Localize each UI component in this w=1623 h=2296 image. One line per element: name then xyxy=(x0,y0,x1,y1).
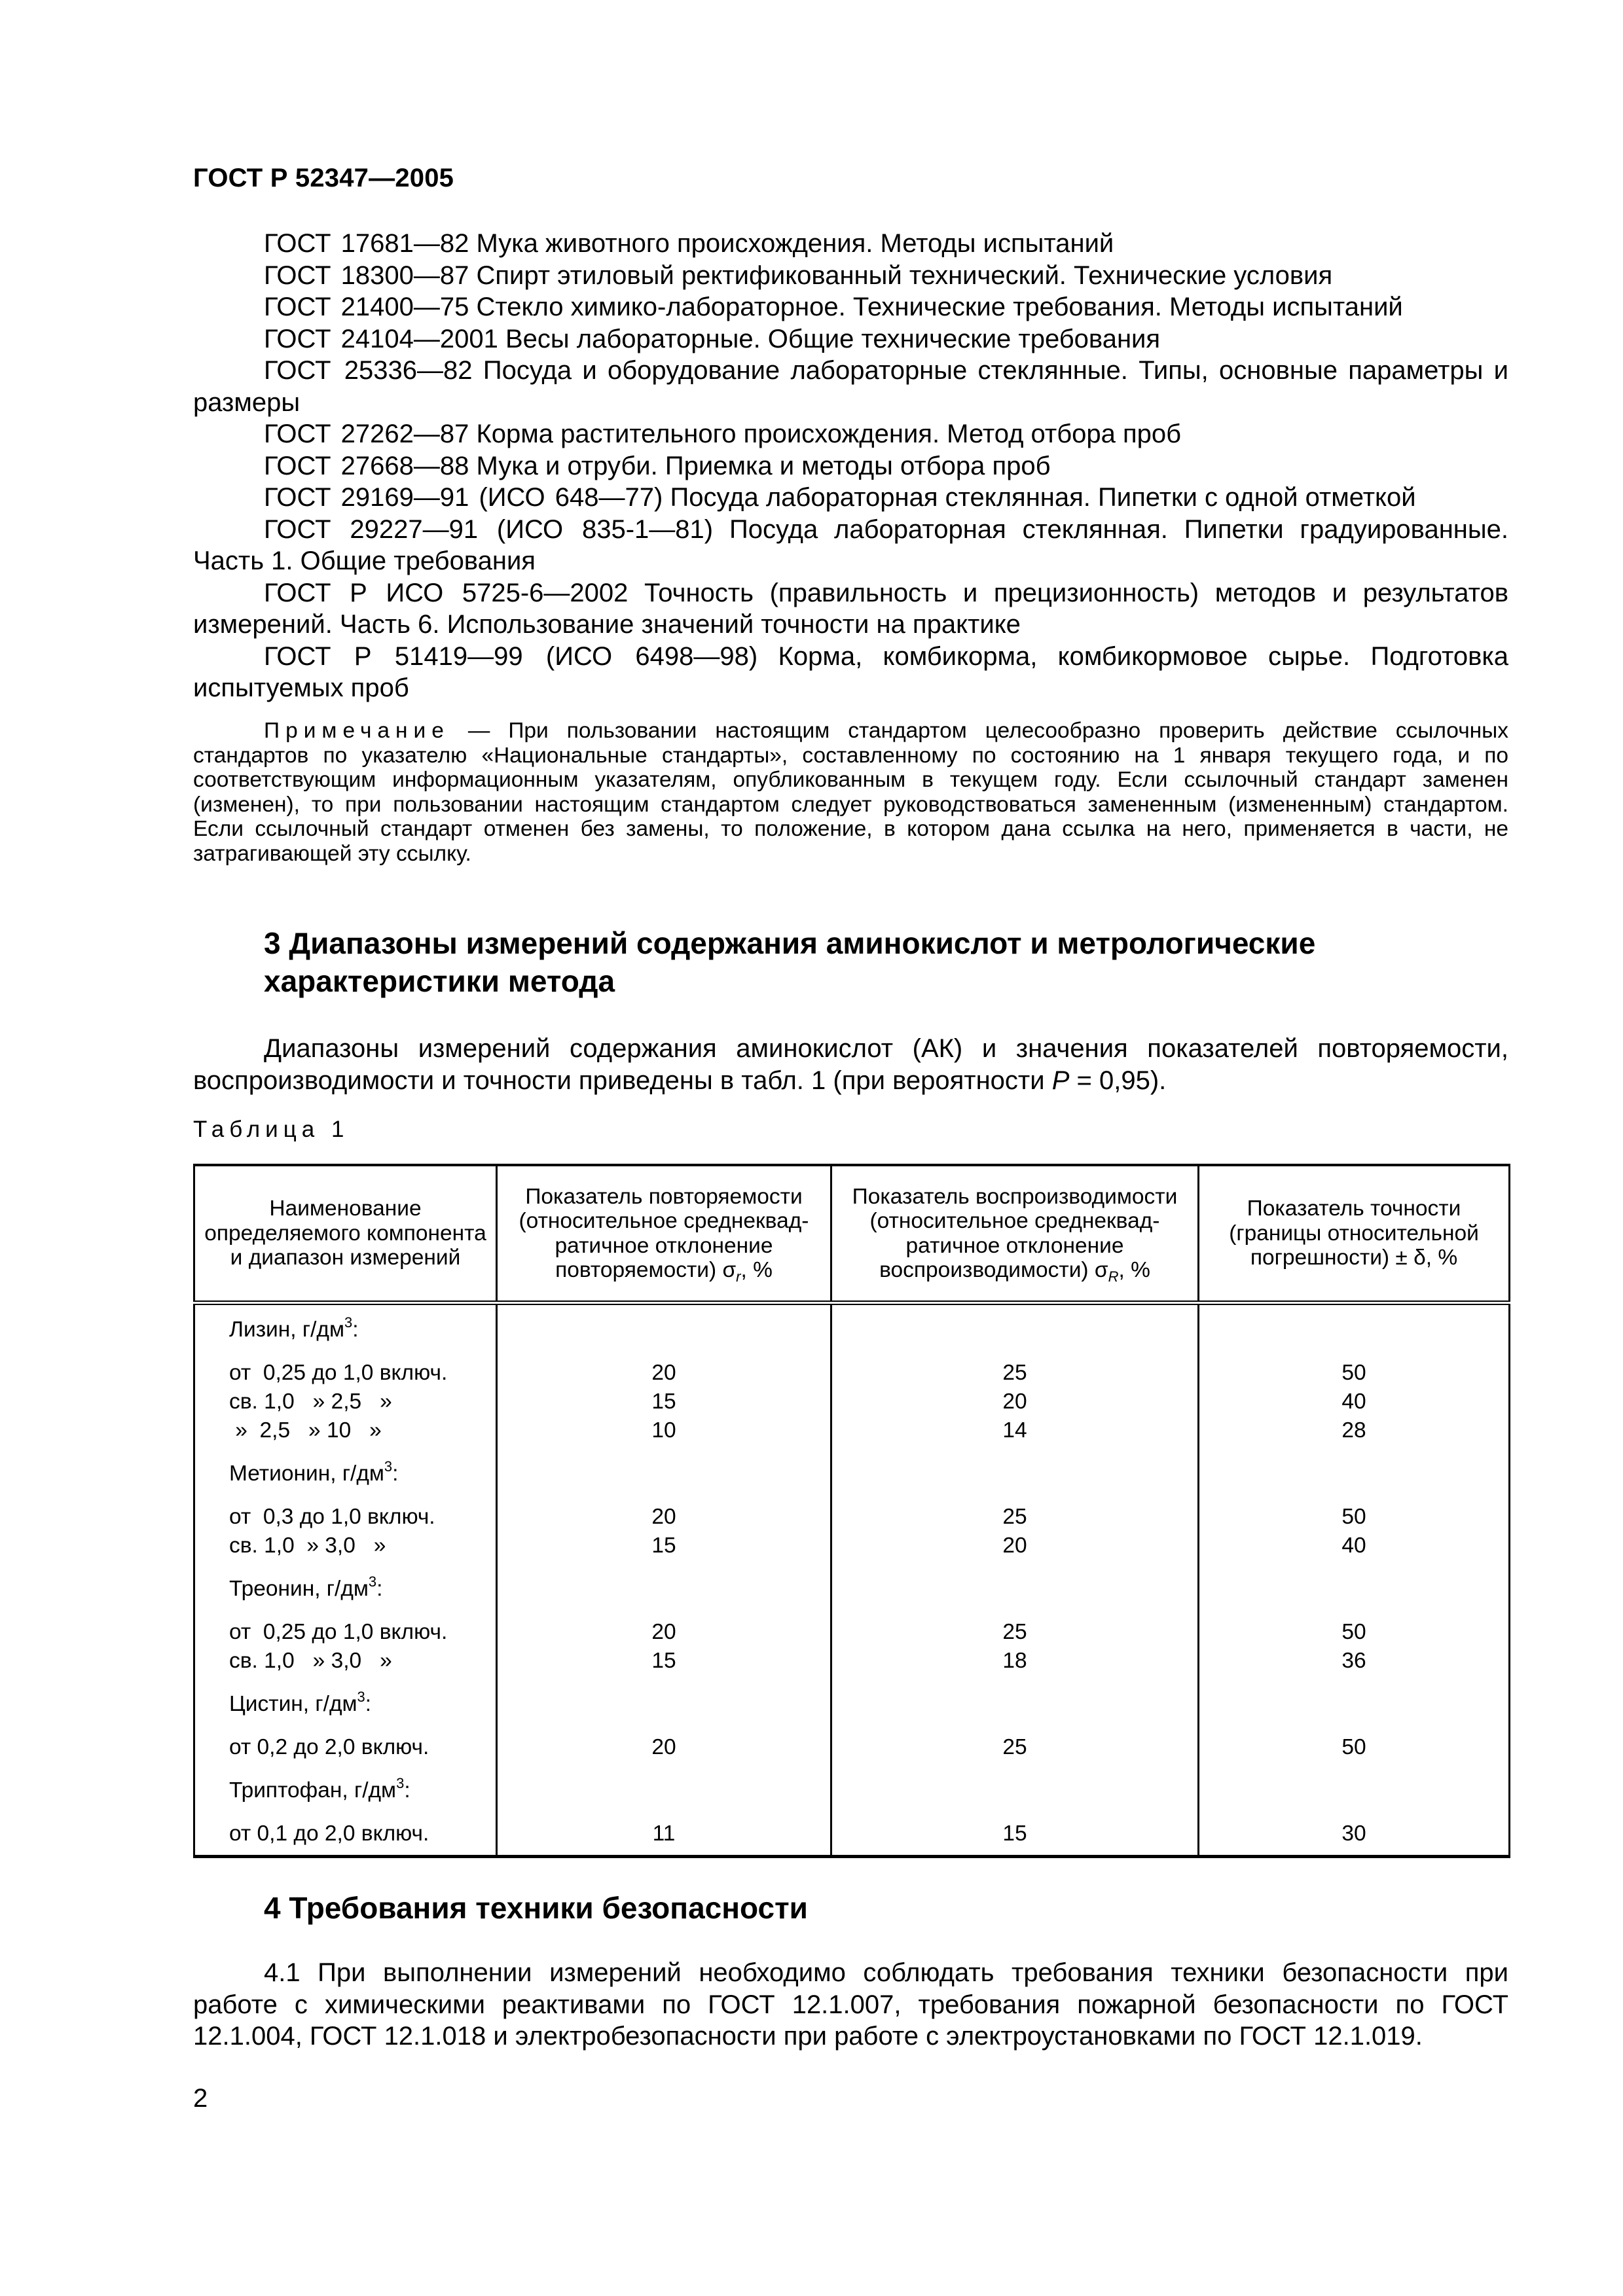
repeatability-value: 11 xyxy=(652,1821,676,1846)
reference-code: ГОСТ Р 51419—99 (ИСО 6498—98) xyxy=(264,641,758,671)
reference-code: ГОСТ 29169—91 (ИСО 648—77) xyxy=(264,483,663,512)
table-header-row xyxy=(194,1165,1510,1303)
reproducibility-value: 25 xyxy=(1002,1361,1027,1385)
component-tryptophan: Триптофан, $г/дм^3$: xyxy=(229,1775,410,1803)
intro-text-tail: = 0,95). xyxy=(1069,1066,1167,1095)
header-repeatability xyxy=(497,1165,831,1303)
component-label: Триптофан, г/дм xyxy=(229,1778,397,1803)
component-label: Лизин, г/дм xyxy=(229,1318,344,1342)
reference-code: ГОСТ 27668—88 xyxy=(264,451,469,480)
normative-references-list xyxy=(193,228,1508,704)
section-3-intro xyxy=(193,1033,1508,1096)
range-cell: » 2,5 » 10 » xyxy=(229,1418,382,1443)
table-1 xyxy=(193,1164,1508,1858)
reproducibility-value: 18 xyxy=(1002,1649,1027,1673)
document-page xyxy=(193,0,1508,2296)
repeatability-column xyxy=(497,1303,831,1857)
header-repeatability-unit: , % xyxy=(740,1258,773,1282)
intro-text: Диапазоны измерений содержания аминокислот (АК) и значения показателей повторяемости, воспроизводимости и точности приведены в табл. 1 (при вероятности xyxy=(193,1034,1508,1095)
note-dash: — xyxy=(449,719,509,743)
component-methionine: Метионин, $г/дм^3$: xyxy=(229,1458,399,1486)
reference-code: ГОСТ 27262—87 xyxy=(264,420,469,448)
range-cell: от 0,2 до 2,0 включ. xyxy=(229,1735,429,1759)
repeatability-value: 15 xyxy=(651,1649,676,1673)
note-label: Примечание xyxy=(264,719,450,743)
reference-code: ГОСТ 18300—87 xyxy=(264,260,469,290)
reference-title: Спирт этиловый ректификованный технический. Технические условия xyxy=(476,260,1333,290)
reference-title: Корма растительного происхождения. Метод отбора проб xyxy=(476,420,1182,448)
repeatability-value: 20 xyxy=(651,1735,676,1759)
unit-superscript: 3 xyxy=(384,1458,393,1475)
range-cell: св. 1,0 » 3,0 » xyxy=(229,1649,392,1673)
reference-code: ГОСТ 17681—82 xyxy=(264,229,469,258)
component-label: Треонин, г/дм xyxy=(229,1577,369,1601)
note-paragraph xyxy=(193,719,1508,866)
reference-item xyxy=(193,641,1508,704)
reference-item xyxy=(193,514,1508,577)
reproducibility-value: 15 xyxy=(1002,1821,1027,1846)
component-label: Цистин, г/дм xyxy=(229,1692,357,1716)
table-caption: Таблица 1 xyxy=(193,1117,350,1142)
reproducibility-value: 25 xyxy=(1002,1735,1027,1759)
table-body-row xyxy=(194,1303,1510,1857)
metrology-table xyxy=(193,1164,1510,1858)
accuracy-value: 50 xyxy=(1341,1361,1366,1385)
accuracy-value: 30 xyxy=(1341,1821,1366,1846)
header-reproducibility-text: Показатель воспроизводимости (относительное среднеквад-ратичное отклонение воспроизводимости) σ xyxy=(852,1184,1178,1282)
reference-code: ГОСТ 21400—75 xyxy=(264,293,469,321)
reference-code: ГОСТ 29227—91 (ИСО 835-1—81) xyxy=(264,514,714,544)
unit-superscript: 3 xyxy=(357,1689,365,1705)
accuracy-value: 50 xyxy=(1341,1735,1366,1759)
range-cell: св. 1,0 » 2,5 » xyxy=(229,1390,392,1414)
header-reproducibility xyxy=(831,1165,1199,1303)
repeatability-value: 15 xyxy=(651,1534,676,1558)
range-cell: от 0,3 до 1,0 включ. xyxy=(229,1505,435,1529)
accuracy-value: 40 xyxy=(1341,1390,1366,1414)
reproducibility-column xyxy=(831,1303,1199,1857)
component-cystine: Цистин, $г/дм^3$: xyxy=(229,1689,372,1716)
section-4-paragraph: 4.1 При выполнении измерений необходимо соблюдать требования техники безопасности при работе с химическими реактивами по ГОСТ 12.1.007, требования пожарной безопасности по ГОСТ 12.1.004, ГОСТ 12.1.018 и электробезопасности при работе с электроустановками по ГОСТ 12.1.019. xyxy=(193,1958,1508,2051)
reference-title: Корма, комбикорма, комбикормовое сырье. Подготовка испытуемых проб xyxy=(193,641,1508,702)
range-cell: св. 1,0 » 3,0 » xyxy=(229,1534,386,1558)
header-reproducibility-unit: , % xyxy=(1118,1258,1150,1282)
reference-item xyxy=(193,450,1508,482)
reproducibility-value: 25 xyxy=(1002,1505,1027,1529)
note-text: При пользовании настоящим стандартом целесообразно проверить действие ссылочных стандартов по указателю «Национальные стандарты», составленному по состоянию на 1 января текущего года, и по соответствующим информационным указателям, опубликованным в текущем году. Если ссылочный стандарт заменен (изменен), то при пользовании настоящим стандартом следует руководствоваться замененным (измененным) стандартом. Если ссылочный стандарт отменен без замены, то положение, в котором дана ссылка на него, применяется в части, не затрагивающей эту ссылку. xyxy=(193,719,1508,866)
reference-title: Стекло химико-лабораторное. Технические требования. Методы испытаний xyxy=(476,293,1403,321)
repeatability-value: 15 xyxy=(651,1390,676,1414)
reference-title: Мука и отруби. Приемка и методы отбора проб xyxy=(476,451,1051,480)
header-accuracy: Показатель точности (границы относительной погрешности) ± δ, % xyxy=(1199,1165,1510,1303)
page-number: 2 xyxy=(193,2084,208,2113)
reference-item xyxy=(193,228,1508,260)
note-block xyxy=(193,719,1508,866)
header-repeatability-text: Показатель повторяемости (относительное среднеквад-ратичное отклонение повторяемости) σ xyxy=(519,1184,809,1282)
reference-title: Посуда лабораторная стеклянная. Пипетки с одной отметкой xyxy=(670,483,1416,512)
component-lysine: Лизин, $г/дм^3$: xyxy=(229,1314,359,1342)
repeatability-value: 20 xyxy=(651,1620,676,1644)
reference-title: Посуда лабораторная стеклянная. Пипетки градуированные. Часть 1. Общие требования xyxy=(193,514,1508,575)
reproducibility-value: 20 xyxy=(1002,1390,1027,1414)
range-cell: от 0,25 до 1,0 включ. xyxy=(229,1620,448,1644)
section-3-heading: 3 Диапазоны измерений содержания аминокислот и метрологические характеристики метода xyxy=(264,926,1316,998)
accuracy-value: 50 xyxy=(1341,1620,1366,1644)
component-column xyxy=(194,1303,497,1857)
reference-item xyxy=(193,323,1508,355)
reference-title: Точность (правильность и прецизионность) методов и результатов измерений. Часть 6. Использование значений точности на практике xyxy=(193,578,1508,639)
accuracy-value: 50 xyxy=(1341,1505,1366,1529)
accuracy-value: 36 xyxy=(1341,1649,1366,1673)
reference-item xyxy=(193,355,1508,418)
document-code-header: ГОСТ Р 52347—2005 xyxy=(193,164,454,192)
probability-symbol: P xyxy=(1051,1066,1070,1095)
component-label: Метионин, г/дм xyxy=(229,1462,384,1486)
unit-superscript: 3 xyxy=(344,1314,353,1331)
sigma-r-subscript: r xyxy=(736,1268,741,1285)
reference-code: ГОСТ 25336—82 xyxy=(264,356,473,385)
accuracy-value: 40 xyxy=(1341,1534,1366,1558)
reference-item xyxy=(193,577,1508,641)
reference-item xyxy=(193,260,1508,292)
range-cell: от 0,25 до 1,0 включ. xyxy=(229,1361,448,1385)
reference-title: Весы лабораторные. Общие технические требования xyxy=(505,324,1161,353)
reference-title: Мука животного происхождения. Методы испытаний xyxy=(476,229,1114,258)
section-4-heading: 4 Требования техники безопасности xyxy=(264,1891,808,1925)
accuracy-column xyxy=(1199,1303,1510,1857)
reference-item xyxy=(193,482,1508,514)
unit-superscript: 3 xyxy=(368,1573,377,1590)
reproducibility-value: 25 xyxy=(1002,1620,1027,1644)
reference-item xyxy=(193,418,1508,450)
reference-title: Посуда и оборудование лабораторные стеклянные. Типы, основные параметры и размеры xyxy=(193,356,1508,417)
repeatability-value: 20 xyxy=(651,1361,676,1385)
range-cell: от 0,1 до 2,0 включ. xyxy=(229,1821,429,1846)
reference-code: ГОСТ Р ИСО 5725-6—2002 xyxy=(264,578,629,607)
header-component: Наименование определяемого компонента и диапазон измерений xyxy=(194,1165,497,1303)
repeatability-value: 20 xyxy=(651,1505,676,1529)
component-threonine: Треонин, $г/дм^3$: xyxy=(229,1573,383,1601)
reproducibility-value: 14 xyxy=(1002,1418,1027,1443)
reference-item xyxy=(193,291,1508,323)
accuracy-value: 28 xyxy=(1341,1418,1366,1443)
repeatability-value: 10 xyxy=(651,1418,676,1443)
unit-superscript: 3 xyxy=(396,1775,405,1791)
reproducibility-value: 20 xyxy=(1002,1534,1027,1558)
sigma-R-subscript: R xyxy=(1108,1268,1119,1285)
reference-code: ГОСТ 24104—2001 xyxy=(264,324,498,353)
